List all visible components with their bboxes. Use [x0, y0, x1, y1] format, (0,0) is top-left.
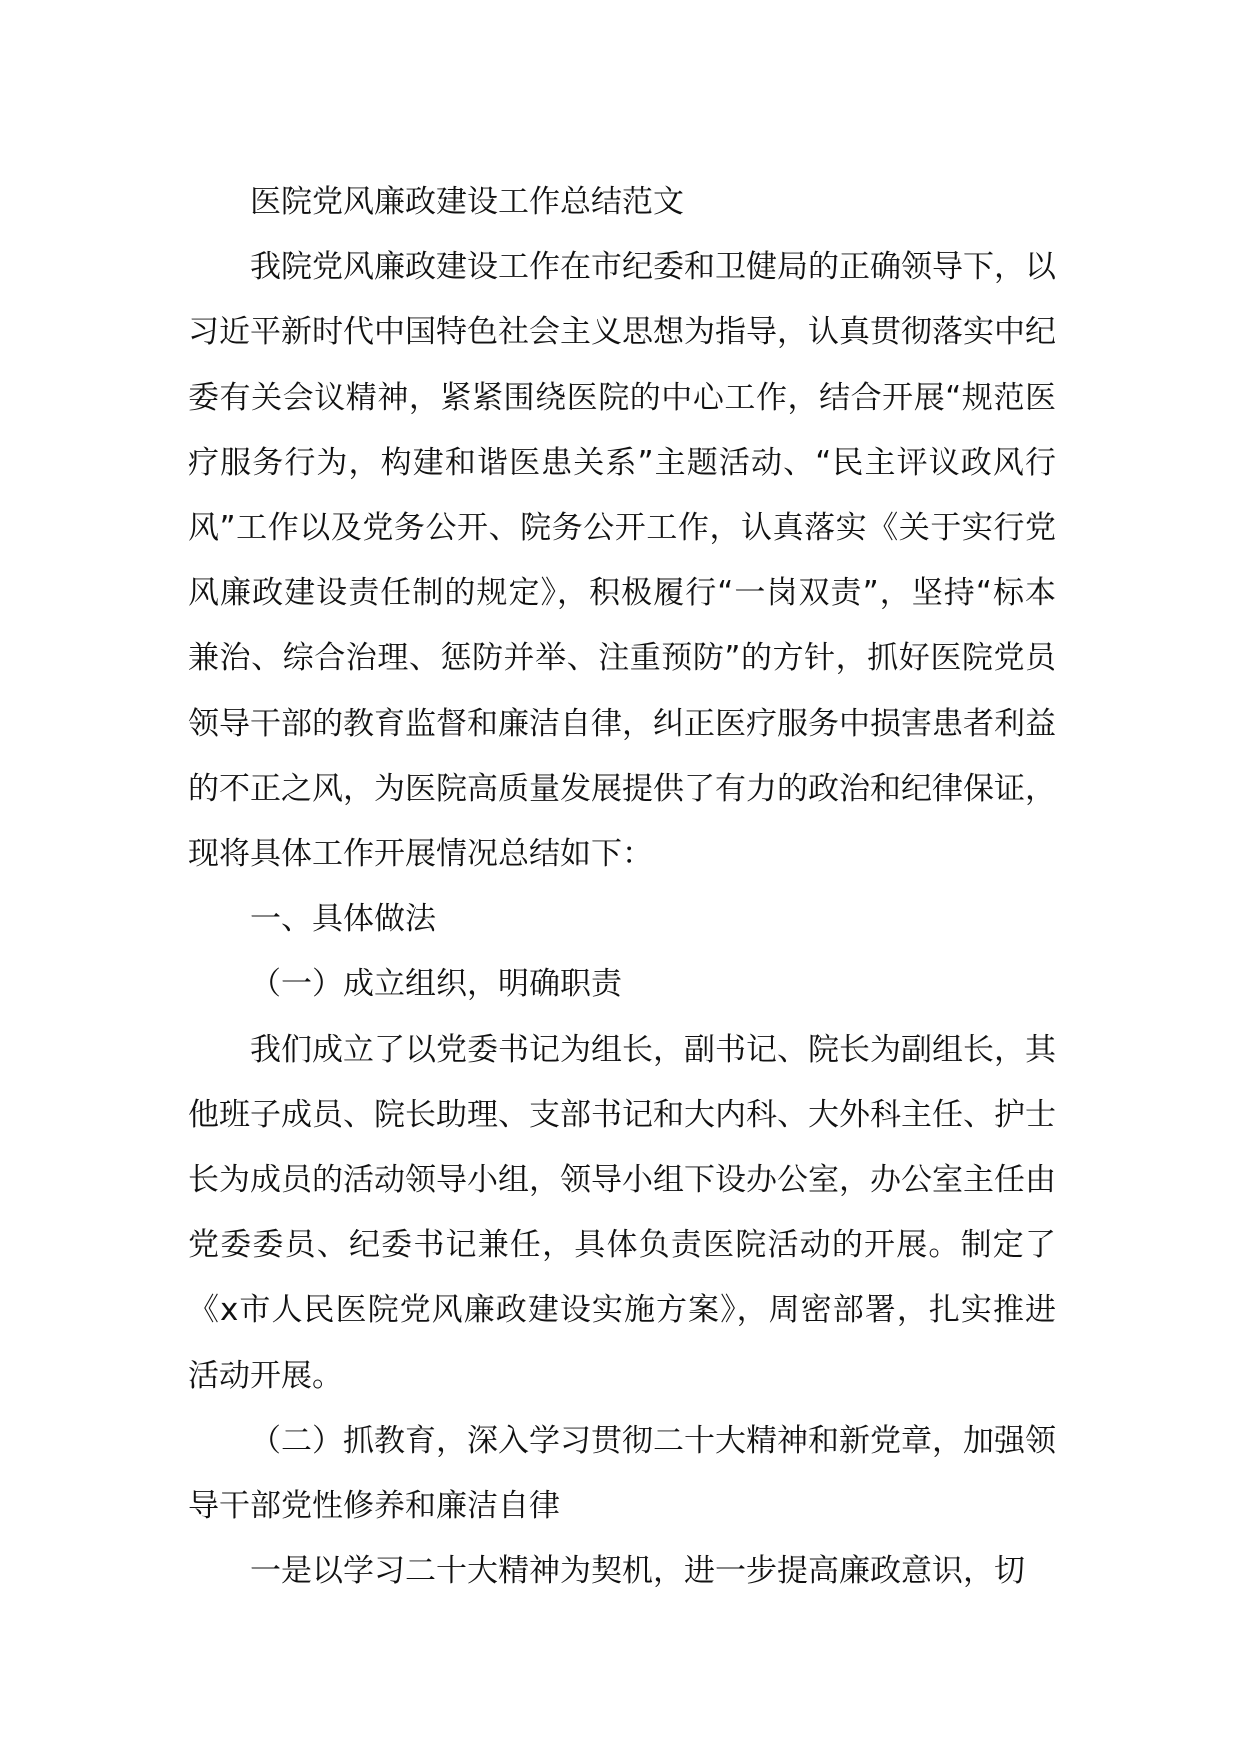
document-body — [188, 170, 1056, 1604]
subsection-heading-1: （一）成立组织，明确职责 — [250, 966, 622, 1003]
document-title: 医院党风廉政建设工作总结范文 — [250, 184, 684, 220]
subsection-heading-2: （二）抓教育，深入学习贯彻二十大精神和新党章，加强领导干部党性修养和廉洁自律 — [188, 1422, 1056, 1525]
subsection-paragraph-2: 一是以学习二十大精神为契机，进一步提高廉政意识，切 — [250, 1553, 1025, 1590]
intro-paragraph: 我院党风廉政建设工作在市纪委和卫健局的正确领导下，以习近平新时代中国特色社会主义思想为指导，认真贯彻落实中纪委有关会议精神，紧紧围绕医院的中心工作，结合开展“规范医疗服务行为，构建和谐医患关系”主题活动、“民主评议政风行风”工作以及党务公开、院务公开工作，认真落实《关于实行党风廉政建设责任制的规定》，积极履行“一岗双责”，坚持“标本兼治、综合治理、惩防并举、注重预防”的方针，抓好医院党员领导干部的教育监督和廉洁自律，纠正医疗服务中损害患者利益的不正之风，为医院高质量发展提供了有力的政治和纪律保证，现将具体工作开展情况总结如下： — [188, 249, 1056, 873]
subsection-paragraph-1: 我们成立了以党委书记为组长，副书记、院长为副组长，其他班子成员、院长助理、支部书记和大内科、大外科主任、护士长为成员的活动领导小组，领导小组下设办公室，办公室主任由党委委员、纪委书记兼任，具体负责医院活动的开展。制定了《x市人民医院党风廉政建设实施方案》，周密部署，扎实推进活动开展。 — [188, 1031, 1056, 1394]
section-heading-1: 一、具体做法 — [250, 901, 436, 938]
